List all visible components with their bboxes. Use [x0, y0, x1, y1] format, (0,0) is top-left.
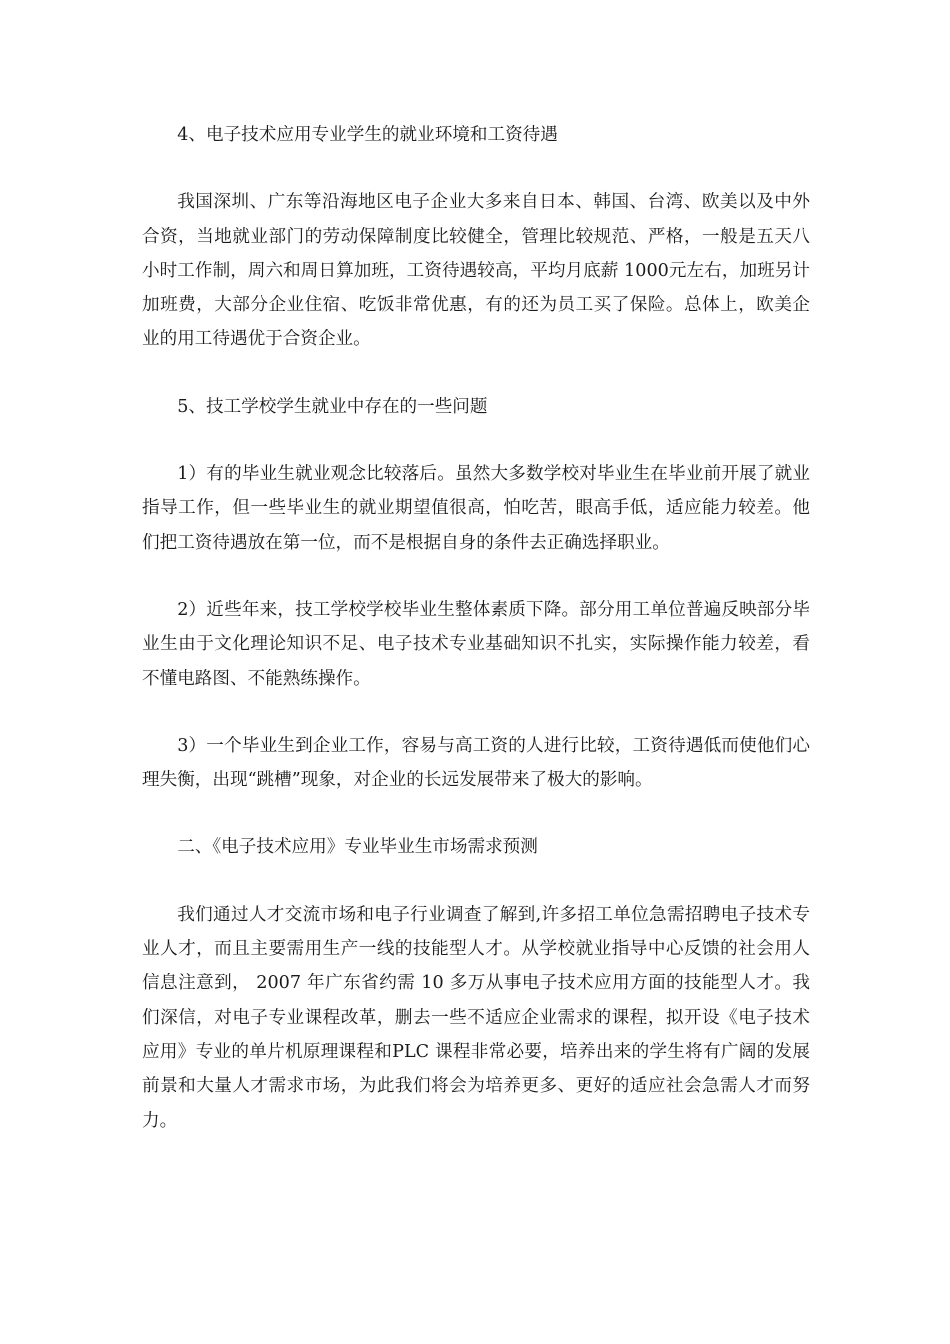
- paragraph-problem-2: 2）近些年来，技工学校学校毕业生整体素质下降。部分用工单位普遍反映部分毕业生由于文化理论知识不足、电子技术专业基础知识不扎实，实际操作能力较差，看不懂电路图、不能熟练操作。: [142, 599, 810, 689]
- paragraph-gap: [142, 797, 810, 830]
- paragraph-problem-1: 1）有的毕业生就业观念比较落后。虽然大多数学校对毕业生在毕业前开展了就业指导工作，但一些毕业生的就业期望值很高，怕吃苦，眼高手低，适应能力较差。他们把工资待遇放在第一位，而不是根据自身的条件去正确选择职业。: [142, 464, 810, 553]
- paragraph-gap: [142, 865, 810, 898]
- paragraph-gap: [142, 560, 810, 593]
- paragraph-gap: [142, 357, 810, 390]
- paragraph-gap: [142, 424, 810, 457]
- paragraph-gap: [142, 152, 810, 185]
- document-page: [142, 118, 810, 1138]
- paragraph-market-demand: 我们通过人才交流市场和电子行业调查了解到,许多招工单位急需招聘电子技术专业人才，而且主要需用生产一线的技能型人才。从学校就业指导中心反馈的社会用人信息注意到， 2007 年广东省约需 10 多万从事电子技术应用方面的技能型人才。我们深信，对电子专业课程改革，删去一些不适应企业需求的课程，拟开设《电子技术应用》专业的单片机原理课程和PLC 课程非常必要，培养出来的学生将有广阔的发展前景和大量人才需求市场，为此我们将会为培养更多、更好的适应社会急需人才而努力。: [142, 904, 810, 1131]
- section-heading-4: 4、电子技术应用专业学生的就业环境和工资待遇: [177, 125, 558, 145]
- paragraph-employment-environment: 我国深圳、广东等沿海地区电子企业大多来自日本、韩国、台湾、欧美以及中外合资，当地就业部门的劳动保障制度比较健全，管理比较规范、严格，一般是五天八小时工作制，周六和周日算加班，工资待遇较高，平均月底薪 1000元左右，加班另计加班费，大部分企业住宿、吃饭非常优惠，有的还为员工买了保险。总体上，欧美企业的用工待遇优于合资企业。: [142, 192, 810, 350]
- section-heading-5: 5、技工学校学生就业中存在的一些问题: [177, 396, 488, 417]
- section-heading-market-forecast: 二、《电子技术应用》专业毕业生市场需求预测: [177, 837, 538, 858]
- paragraph-gap: [142, 696, 810, 729]
- paragraph-problem-3: 3）一个毕业生到企业工作，容易与高工资的人进行比较，工资待遇低而使他们心理失衡，出现“跳槽”现象，对企业的长远发展带来了极大的影响。: [142, 735, 810, 791]
